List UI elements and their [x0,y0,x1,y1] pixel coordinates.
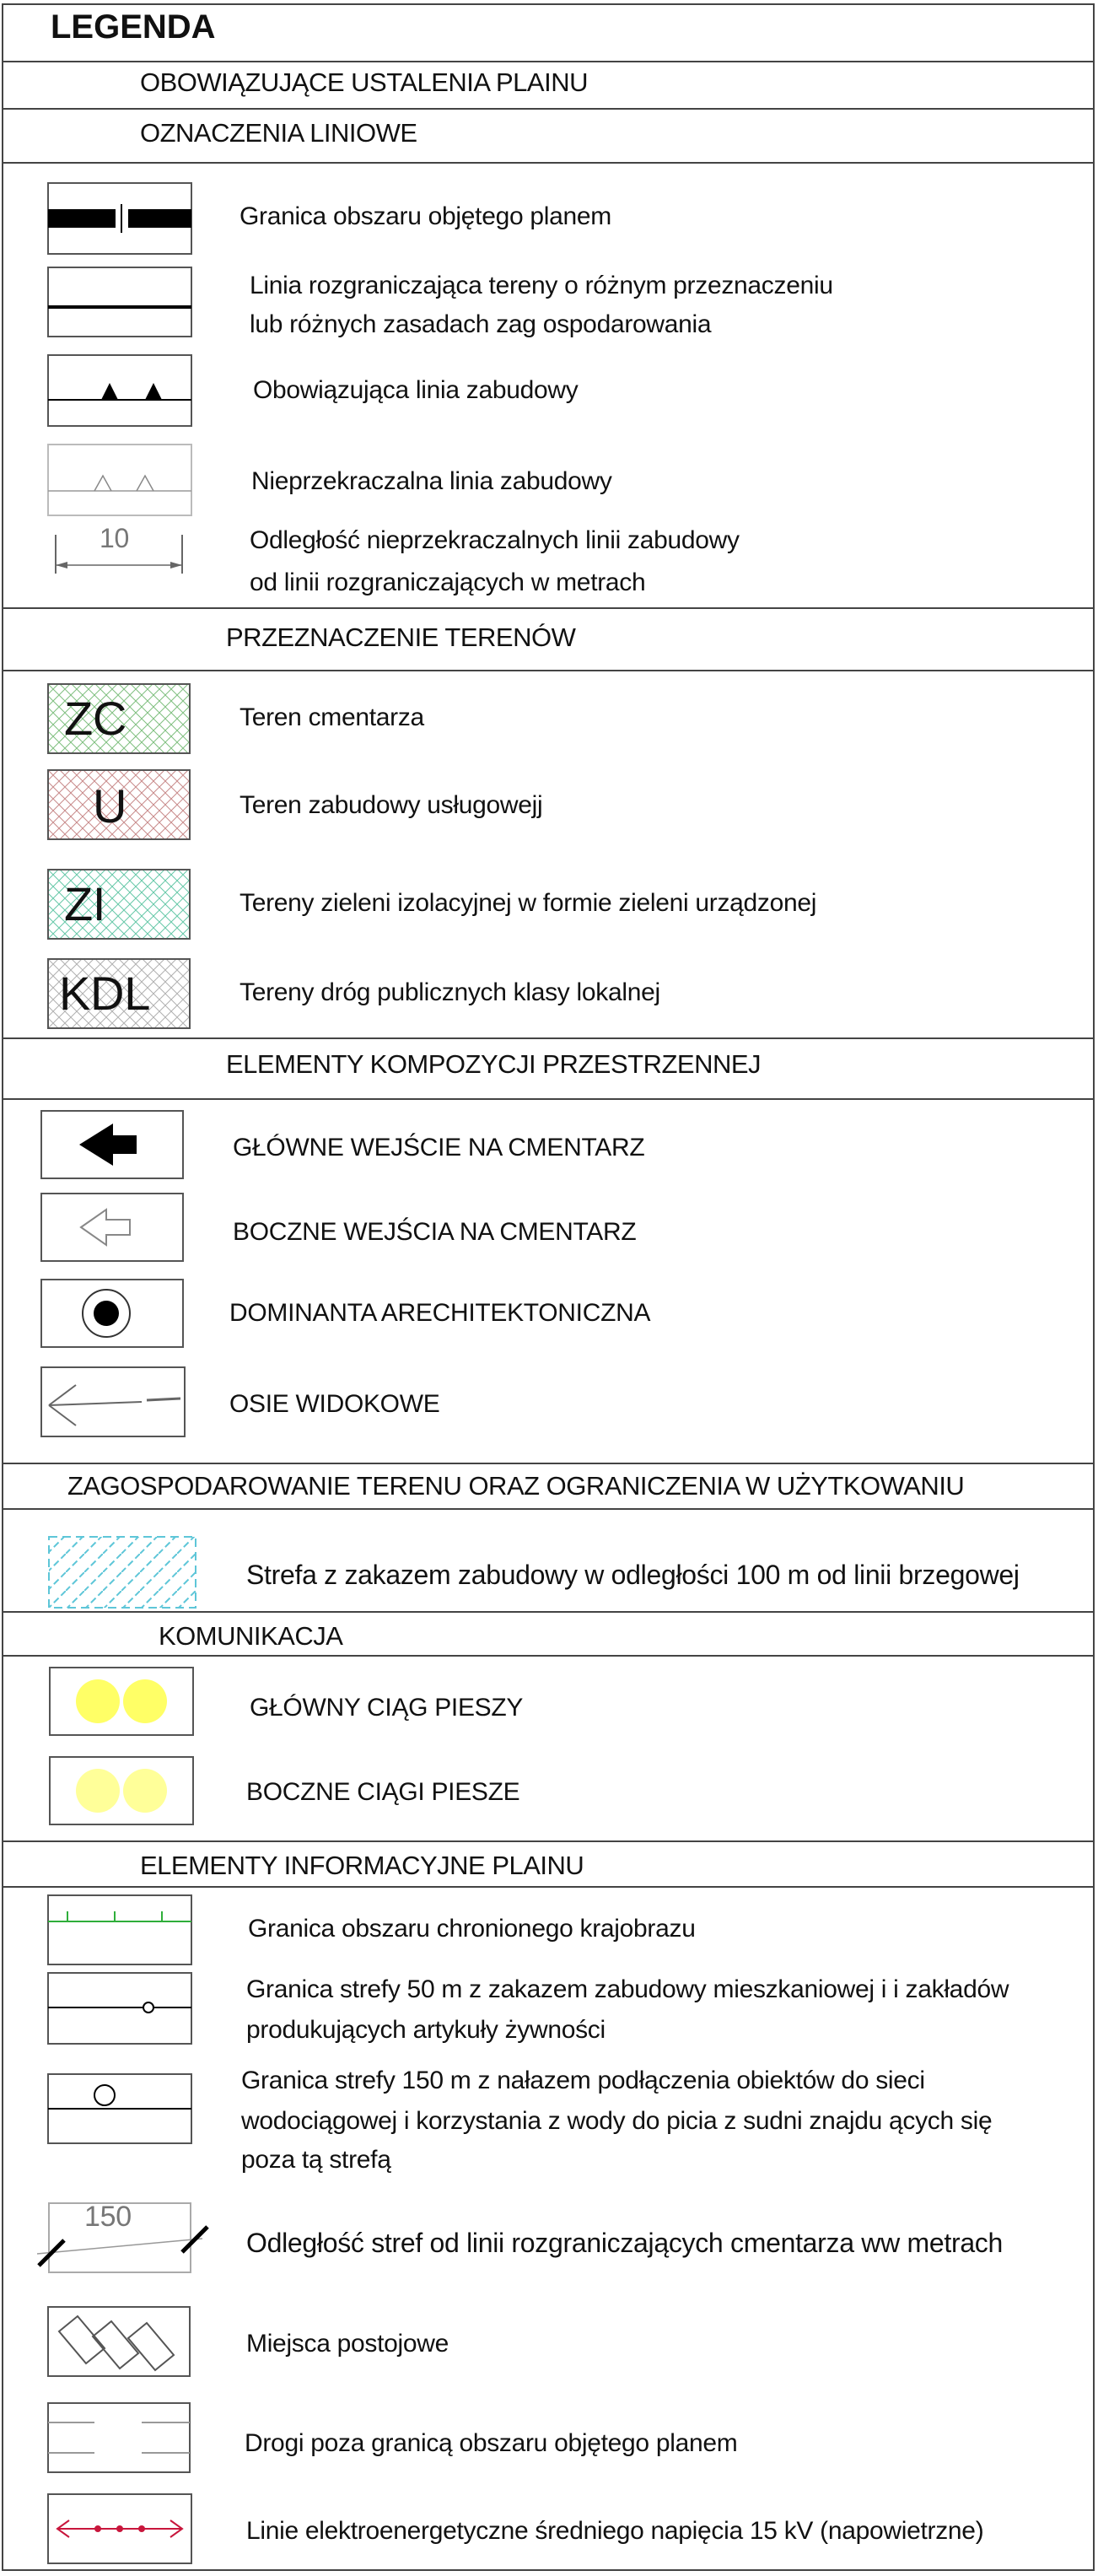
divider [2,1098,1095,1100]
section-informacyjne: ELEMENTY INFORMACYJNE PLAINU [140,1851,584,1880]
zone50-label-2: produkujących artykuły żywności [246,2016,606,2044]
power-line-symbol [47,2493,192,2564]
zone50-symbol [47,1972,192,2045]
distance-dimension-value: 10 [100,523,129,553]
zone150-label-2: wodociągowej i korzystania z wody do picia z sudni znajdu ących się [241,2107,993,2135]
divider [2,670,1095,671]
plan-boundary-label: Granica obszaru objętego planem [240,202,611,230]
zone-distance-value: 150 [84,2201,132,2233]
section-kompozycja: ELEMENTY KOMPOZYCJI PRZESTRZENNEJ [226,1049,762,1079]
non-exceedable-building-line-label: Nieprzekraczalna linia zabudowy [251,467,612,495]
divider [2,1840,1095,1842]
divider [2,1655,1095,1657]
zone150-label-3: poza tą strefą [241,2146,391,2174]
dividing-line-label-2: lub różnych zasadach zag ospodarowania [250,310,712,338]
u-label: Teren zabudowy usługowejj [240,791,543,819]
view-axis-label: OSIE WIDOKOWE [229,1390,440,1418]
mandatory-building-line-symbol [47,354,192,427]
zc-code: ZC [64,692,127,745]
section-zagospodarowanie: ZAGOSPODAROWANIE TERENU ORAZ OGRANICZENIA W UŻYTKOWANIU [67,1471,965,1501]
divider [2,1611,1095,1613]
roads-outside-symbol [47,2402,191,2473]
divider [2,1508,1095,1510]
distance-label-2: od linii rozgraniczających w metrach [250,569,646,596]
divider [2,1037,1095,1039]
main-footpath-label: GŁÓWNY CIĄG PIESZY [250,1694,524,1722]
kdl-code: KDL [59,967,151,1020]
mandatory-building-line-label: Obowiązująca linia zabudowy [253,376,579,404]
divider [2,61,1095,62]
parking-label: Miejsca postojowe [246,2330,449,2358]
zi-label: Tereny zieleni izolacyjnej w formie zieleni urządzonej [240,889,817,917]
landscape-area-symbol [47,1894,192,1965]
kdl-label: Tereny dróg publicznych klasy lokalnej [240,978,660,1006]
section-liniowe: OZNACZENIA LINIOWE [140,118,417,148]
zone150-symbol [47,2073,192,2144]
legend-title: LEGENDA [51,8,216,46]
main-entrance-symbol [40,1110,184,1179]
main-footpath-symbol [49,1667,194,1736]
view-axis-symbol [40,1366,186,1437]
roads-outside-label: Drogi poza granicą obszaru objętego planem [245,2429,738,2457]
zc-label: Teren cmentarza [240,703,424,731]
u-code: U [93,779,127,833]
zi-code: ZI [64,877,106,930]
main-entrance-label: GŁÓWNE WEJŚCIE NA CMENTARZ [233,1134,645,1161]
parking-symbol [47,2306,191,2377]
dominant-symbol [40,1279,184,1348]
side-entrance-label: BOCZNE WEJŚCIA NA CMENTARZ [233,1218,637,1246]
dominant-label: DOMINANTA ARECHITEKTONICZNA [229,1299,651,1327]
side-entrance-symbol [40,1193,184,1262]
zone50-label-1: Granica strefy 50 m z zakazem zabudowy mieszkaniowej i i zakładów [246,1975,1009,2003]
divider [2,1886,1095,1888]
distance-label-1: Odległość nieprzekraczalnych linii zabudowy [250,526,740,554]
section-komunikacja: KOMUNIKACJA [159,1621,343,1651]
section-przeznaczenie: PRZEZNACZENIE TERENÓW [226,622,576,652]
zone-distance-label: Odległość stref od linii rozgraniczających cmentarza ww metrach [246,2228,1004,2258]
plan-boundary-symbol [47,182,192,255]
dividing-line-label-1: Linia rozgraniczająca tereny o różnym przeznaczeniu [250,272,833,299]
no-build-zone-symbol [47,1535,197,1609]
no-build-zone-label: Strefa z zakazem zabudowy w odległości 100 m od linii brzegowej [246,1560,1020,1590]
dividing-line-symbol [47,267,192,337]
side-footpath-label: BOCZNE CIĄGI PIESZE [246,1778,520,1806]
divider [2,162,1095,164]
non-exceedable-building-line-symbol [47,444,192,516]
divider [2,108,1095,110]
power-line-label: Linie elektroenergetyczne średniego napięcia 15 kV (napowietrzne) [246,2517,984,2545]
section-obowiazujace: OBOWIĄZUJĄCE USTALENIA PLAINU [140,67,588,97]
divider [2,607,1095,609]
zone150-label-1: Granica strefy 150 m z nałazem podłączenia obiektów do sieci [241,2067,925,2094]
divider [2,1463,1095,1464]
side-footpath-symbol [49,1756,194,1825]
landscape-area-label: Granica obszaru chronionego krajobrazu [248,1915,696,1943]
